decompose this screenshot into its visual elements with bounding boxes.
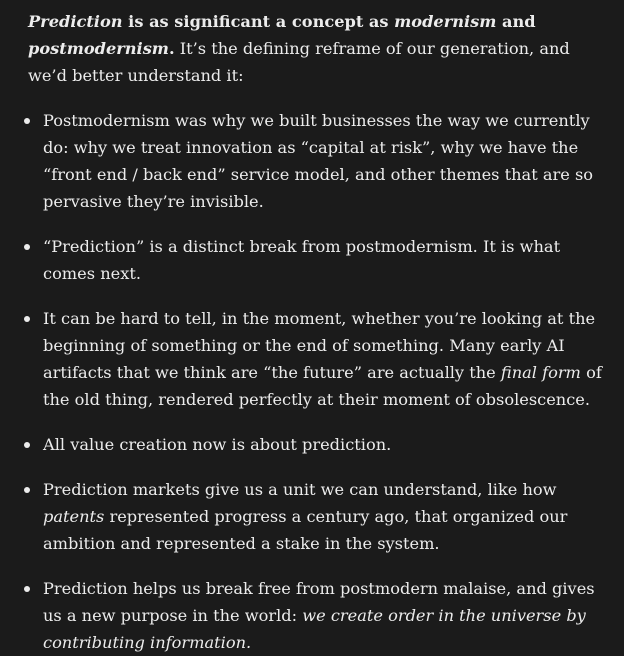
list-item-malaise [28,575,608,656]
list-item-text-before: Prediction markets give us a unit we can understand, like how [43,480,557,499]
list-item-text: Postmodernism was why we built businesses the way we currently do: why we treat innovation as “capital at risk”, why we have the “front end / back end” service model, and other themes that are so pervasive they’re invisible. [43,111,594,211]
intro-lead-text-1: is as significant a concept as [122,12,395,31]
bullet-dot-icon [24,118,30,124]
bullet-dot-icon [24,442,30,448]
emphasis-order-in-universe: we create order in the universe by contributing information. [43,606,586,652]
list-item-value-creation [28,431,608,458]
list-item-text-before: It can be hard to tell, in the moment, whether you’re looking at the beginning of something or the end of something. Many early AI artifacts that we think are “the future” are actually the [43,309,596,382]
bullet-list [28,107,608,656]
list-item-break [28,233,608,287]
intro-lead-text-3: . [168,39,175,58]
intro-sentence-2: It’s the defining reframe of our generation, and we’d better understand it: [28,39,570,85]
term-modernism: modernism [394,12,497,31]
term-prediction: Prediction [28,12,123,31]
emphasis-final-form: final form [500,363,581,382]
bullet-dot-icon [24,244,30,250]
list-item-prediction-markets [28,476,608,557]
list-item-beginning-or-end [28,305,608,413]
list-item-text-after: of the old thing, rendered perfectly at their moment of obsolescence. [43,363,602,409]
list-item-text-before: Prediction helps us break free from postmodern malaise, and gives us a new purpose in the world: [43,579,595,625]
list-item-text: All value creation now is about prediction. [43,435,392,454]
list-item-postmodernism [28,107,608,215]
intro-lead-text-2: and [496,12,536,31]
intro-paragraph [28,8,608,89]
bullet-dot-icon [24,316,30,322]
bullet-dot-icon [24,586,30,592]
list-item-text: “Prediction” is a distinct break from postmodernism. It is what comes next. [43,237,561,283]
list-item-text-after: represented progress a century ago, that organized our ambition and represented a stake in the system. [43,507,568,553]
bullet-dot-icon [24,487,30,493]
emphasis-patents: patents [43,507,105,526]
term-postmodernism: postmodernism [28,39,169,58]
